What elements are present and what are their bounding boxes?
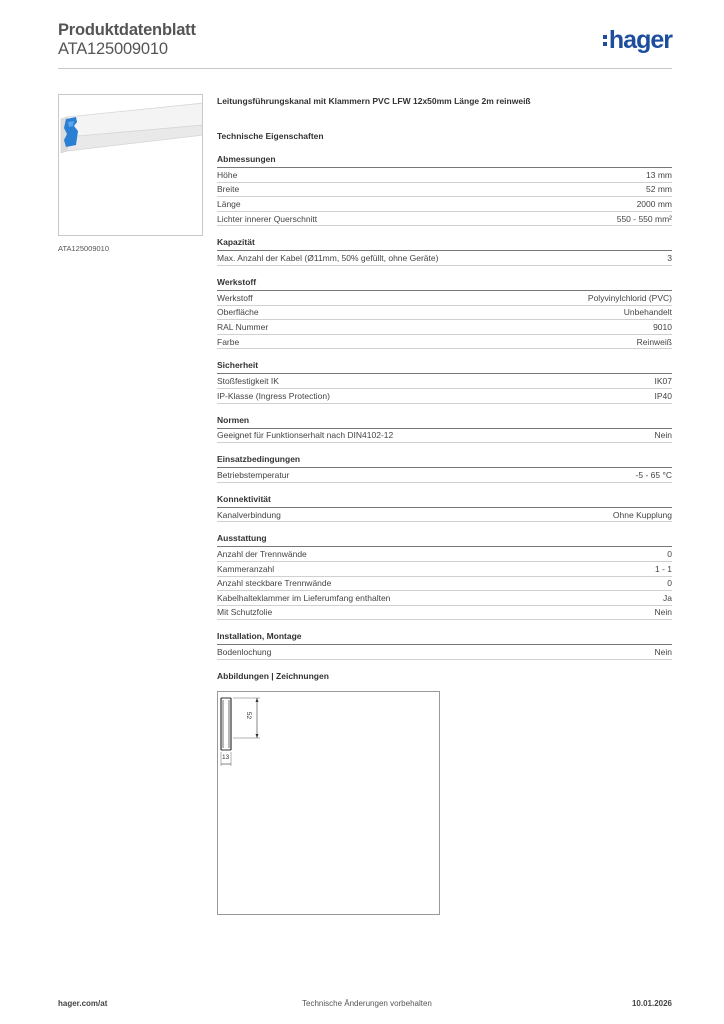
spec-label: IP-Klasse (Ingress Protection) <box>217 390 330 401</box>
spec-row <box>217 508 672 523</box>
spec-value: IP40 <box>654 390 672 401</box>
spec-value: 1 - 1 <box>654 563 672 574</box>
spec-row <box>217 306 672 321</box>
spec-section <box>217 494 672 523</box>
spec-label: Max. Anzahl der Kabel (Ø11mm, 50% gefüllt, ohne Geräte) <box>217 253 439 264</box>
spec-row <box>217 212 672 227</box>
spec-row <box>217 291 672 306</box>
spec-section <box>217 631 672 660</box>
spec-label: Anzahl steckbare Trennwände <box>217 578 332 589</box>
spec-label: Lichter innerer Querschnitt <box>217 213 318 224</box>
spec-value: Polyvinylchlorid (PVC) <box>587 292 672 303</box>
spec-sections <box>217 154 672 660</box>
spec-section <box>217 415 672 444</box>
spec-label: Farbe <box>217 336 240 347</box>
spec-value: 550 - 550 mm² <box>616 213 672 224</box>
spec-label: Kammeranzahl <box>217 563 275 574</box>
spec-value: Ohne Kupplung <box>612 509 672 520</box>
spec-value: 52 mm <box>646 184 672 195</box>
article-number: ATA125009010 <box>58 40 168 58</box>
spec-value: 9010 <box>653 321 672 332</box>
height-dimension-label: 13 <box>222 754 230 761</box>
spec-row <box>217 591 672 606</box>
spec-row <box>217 183 672 198</box>
section-title: Abmessungen <box>217 154 672 168</box>
spec-label: Kabelhalteklammer im Lieferumfang enthalten <box>217 592 391 603</box>
section-title: Konnektivität <box>217 494 672 508</box>
spec-value: Nein <box>654 647 672 658</box>
image-caption: ATA125009010 <box>58 244 110 253</box>
logo-dots-icon <box>603 35 607 46</box>
cross-section-drawing <box>218 692 441 916</box>
logo-text: hager <box>608 26 672 54</box>
technical-drawing <box>217 691 440 915</box>
product-title: Leitungsführungskanal mit Klammern PVC LFW 12x50mm Länge 2m reinweiß <box>217 96 531 106</box>
spec-row <box>217 320 672 335</box>
spec-row <box>217 197 672 212</box>
spec-value: 0 <box>667 578 672 589</box>
spec-label: Kanalverbindung <box>217 509 281 520</box>
spec-label: Oberfläche <box>217 307 259 318</box>
spec-row <box>217 577 672 592</box>
section-title: Ausstattung <box>217 533 672 547</box>
footer-notice: Technische Änderungen vorbehalten <box>302 999 432 1008</box>
spec-section <box>217 237 672 266</box>
page-title: Produktdatenblatt <box>58 21 196 39</box>
spec-value: Nein <box>654 607 672 618</box>
section-title: Sicherheit <box>217 360 672 374</box>
spec-content <box>217 96 672 681</box>
spec-value: 13 mm <box>646 169 672 180</box>
spec-value: Ja <box>663 592 672 603</box>
spec-value: Reinweiß <box>636 336 672 347</box>
spec-section <box>217 360 672 403</box>
spec-section <box>217 277 672 349</box>
spec-row <box>217 389 672 404</box>
section-title: Werkstoff <box>217 277 672 291</box>
spec-row <box>217 606 672 621</box>
header-divider <box>58 68 672 69</box>
spec-row <box>217 468 672 483</box>
section-title: Installation, Montage <box>217 631 672 645</box>
spec-label: Anzahl der Trennwände <box>217 549 307 560</box>
spec-label: Stoßfestigkeit IK <box>217 376 279 387</box>
spec-value: Unbehandelt <box>623 307 672 318</box>
section-title: Einsatzbedingungen <box>217 454 672 468</box>
spec-value: IK07 <box>654 376 672 387</box>
spec-row <box>217 168 672 183</box>
section-title: Normen <box>217 415 672 429</box>
footer-date: 10.01.2026 <box>631 999 672 1008</box>
spec-label: Höhe <box>217 169 238 180</box>
spec-label: Breite <box>217 184 240 195</box>
cable-duct-illustration <box>59 95 203 236</box>
spec-row <box>217 335 672 350</box>
spec-value: 0 <box>667 549 672 560</box>
spec-section <box>217 533 672 620</box>
hager-logo <box>603 28 672 53</box>
product-image <box>58 94 203 236</box>
spec-label: Betriebstemperatur <box>217 469 290 480</box>
section-title: Kapazität <box>217 237 672 251</box>
spec-value: 2000 mm <box>636 198 672 209</box>
spec-label: Bodenlochung <box>217 647 272 658</box>
spec-value: 3 <box>667 253 672 264</box>
spec-row <box>217 562 672 577</box>
spec-label: Mit Schutzfolie <box>217 607 273 618</box>
tech-heading: Technische Eigenschaften <box>217 131 324 141</box>
spec-row <box>217 251 672 266</box>
width-dimension-label: 52 <box>245 711 253 720</box>
spec-value: Nein <box>654 430 672 441</box>
spec-row <box>217 374 672 389</box>
spec-label: RAL Nummer <box>217 321 269 332</box>
spec-section <box>217 454 672 483</box>
spec-row <box>217 645 672 660</box>
spec-section <box>217 154 672 226</box>
spec-row <box>217 547 672 562</box>
spec-value: -5 - 65 °C <box>635 469 672 480</box>
footer-website[interactable]: hager.com/at <box>58 999 108 1008</box>
spec-label: Geeignet für Funktionserhalt nach DIN4102-12 <box>217 430 394 441</box>
spec-label: Werkstoff <box>217 292 253 303</box>
spec-row <box>217 429 672 444</box>
drawings-title: Abbildungen | Zeichnungen <box>217 670 329 681</box>
spec-label: Länge <box>217 198 241 209</box>
